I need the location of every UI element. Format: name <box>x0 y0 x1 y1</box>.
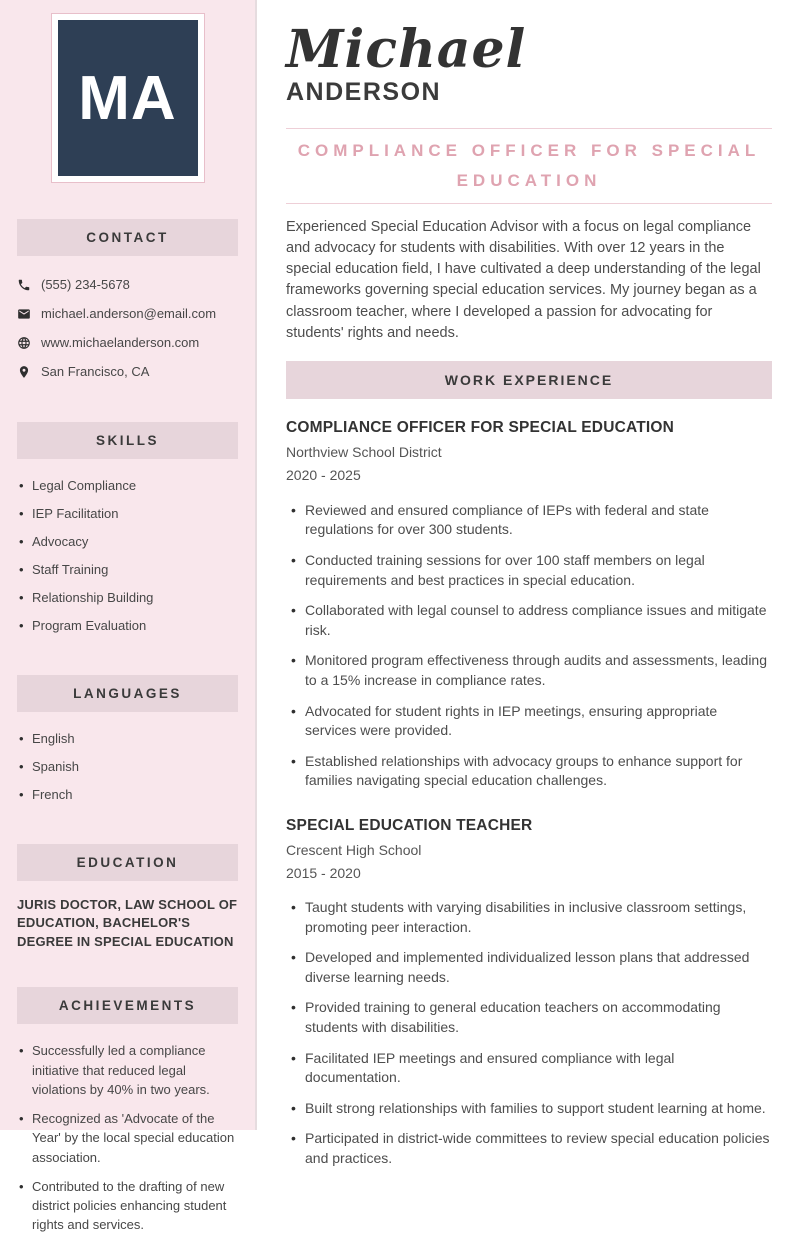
job-bullet: • Reviewed and ensured compliance of IEPs with federal and state regulations for over 300 students. <box>286 495 772 545</box>
education-section-heading: EDUCATION <box>17 844 238 881</box>
job-bullet: • Participated in district-wide committees to review special education policies and practices. <box>286 1124 772 1174</box>
job-bullet: • Provided training to general education teachers on accommodating students with disabilities. <box>286 993 772 1043</box>
skill-item: • Relationship Building <box>17 583 238 611</box>
skill-item: • IEP Facilitation <box>17 499 238 527</box>
skills-list <box>17 471 238 639</box>
work-experience-heading: WORK EXPERIENCE <box>286 361 772 399</box>
email-icon <box>17 307 31 321</box>
job-bullet: • Developed and implemented individualized lesson plans that addressed diverse learning needs. <box>286 943 772 993</box>
job-entry <box>286 817 772 1175</box>
languages-section-heading: LANGUAGES <box>17 675 238 712</box>
first-name: Michael <box>286 19 527 80</box>
main-column <box>257 0 800 1166</box>
skill-item: • Program Evaluation <box>17 611 238 639</box>
job-bullet: • Established relationships with advocacy groups to enhance support for families navigating special education challenges. <box>286 746 772 796</box>
job-bullet: • Taught students with varying disabilities in inclusive classroom settings, promoting peer interaction. <box>286 893 772 943</box>
last-name: ANDERSON <box>286 78 442 106</box>
avatar-initials: MA <box>58 20 198 176</box>
sidebar <box>0 0 257 1233</box>
contact-phone-row <box>17 270 238 299</box>
phone-icon <box>17 278 31 292</box>
job-bullet: • Collaborated with legal counsel to address compliance issues and mitigate risk. <box>286 596 772 646</box>
profile-summary: Experienced Special Education Advisor with a focus on legal compliance and advocacy for students with disabilities. With over 12 years in the special education field, I have cultivated a deep understanding of the legal frameworks governing special education services. My journey began as a classroom teacher, where I developed a passion for advocating for students' rights and needs. <box>286 218 761 342</box>
contact-location-text: San Francisco, CA <box>41 364 150 379</box>
location-pin-icon <box>17 365 31 379</box>
contact-email-row <box>17 299 238 328</box>
contact-website-row <box>17 328 238 357</box>
job-company: Northview School District <box>286 444 442 461</box>
divider-rule-bottom <box>286 203 772 204</box>
achievement-item: • Recognized as 'Advocate of the Year' by the local special education association. <box>17 1104 238 1172</box>
languages-list <box>17 724 238 808</box>
job-bullet-list <box>286 495 772 796</box>
avatar <box>51 13 205 183</box>
job-bullet-list <box>286 893 772 1175</box>
skill-item: • Legal Compliance <box>17 471 238 499</box>
job-dates: 2020 - 2025 <box>286 467 361 484</box>
job-bullet: • Conducted training sessions for over 100 staff members on legal requirements and best practices in special education. <box>286 546 772 596</box>
globe-icon <box>17 336 31 350</box>
achievements-section-heading: ACHIEVEMENTS <box>17 987 238 1024</box>
skills-section-heading: SKILLS <box>17 422 238 459</box>
skill-item: • Advocacy <box>17 527 238 555</box>
job-dates: 2015 - 2020 <box>286 864 361 881</box>
job-bullet: • Monitored program effectiveness through audits and assessments, leading to a 15% increase in compliance rates. <box>286 646 772 696</box>
contact-phone-text: (555) 234-5678 <box>41 277 130 292</box>
achievements-list <box>17 1036 238 1239</box>
job-company: Crescent High School <box>286 841 422 858</box>
contact-website-text: www.michaelanderson.com <box>41 335 200 350</box>
language-item: • French <box>17 780 238 808</box>
contact-section-heading: CONTACT <box>17 219 238 256</box>
job-title: COMPLIANCE OFFICER FOR SPECIAL EDUCATION <box>286 419 675 437</box>
contact-email-text: michael.anderson@email.com <box>41 306 217 321</box>
contact-location-row <box>17 357 238 386</box>
education-text: JURIS DOCTOR, LAW SCHOOL OF EDUCATION, BACHELOR'S DEGREE IN SPECIAL EDUCATION <box>17 897 238 949</box>
contact-list <box>17 270 238 386</box>
job-title: SPECIAL EDUCATION TEACHER <box>286 816 533 834</box>
achievement-item: • Contributed to the drafting of new district policies enhancing student rights and services. <box>17 1172 238 1239</box>
skill-item: • Staff Training <box>17 555 238 583</box>
job-bullet: • Facilitated IEP meetings and ensured compliance with legal documentation. <box>286 1043 772 1093</box>
job-entry <box>286 419 772 796</box>
achievement-item: • Successfully led a compliance initiative that reduced legal violations by 40% in two years. <box>17 1036 238 1104</box>
language-item: • Spanish <box>17 752 238 780</box>
role-title: COMPLIANCE OFFICER FOR SPECIAL EDUCATION <box>297 141 761 190</box>
language-item: • English <box>17 724 238 752</box>
job-bullet: • Advocated for student rights in IEP meetings, ensuring appropriate services were provided. <box>286 696 772 746</box>
job-bullet: • Built strong relationships with families to support student learning at home. <box>286 1093 772 1124</box>
